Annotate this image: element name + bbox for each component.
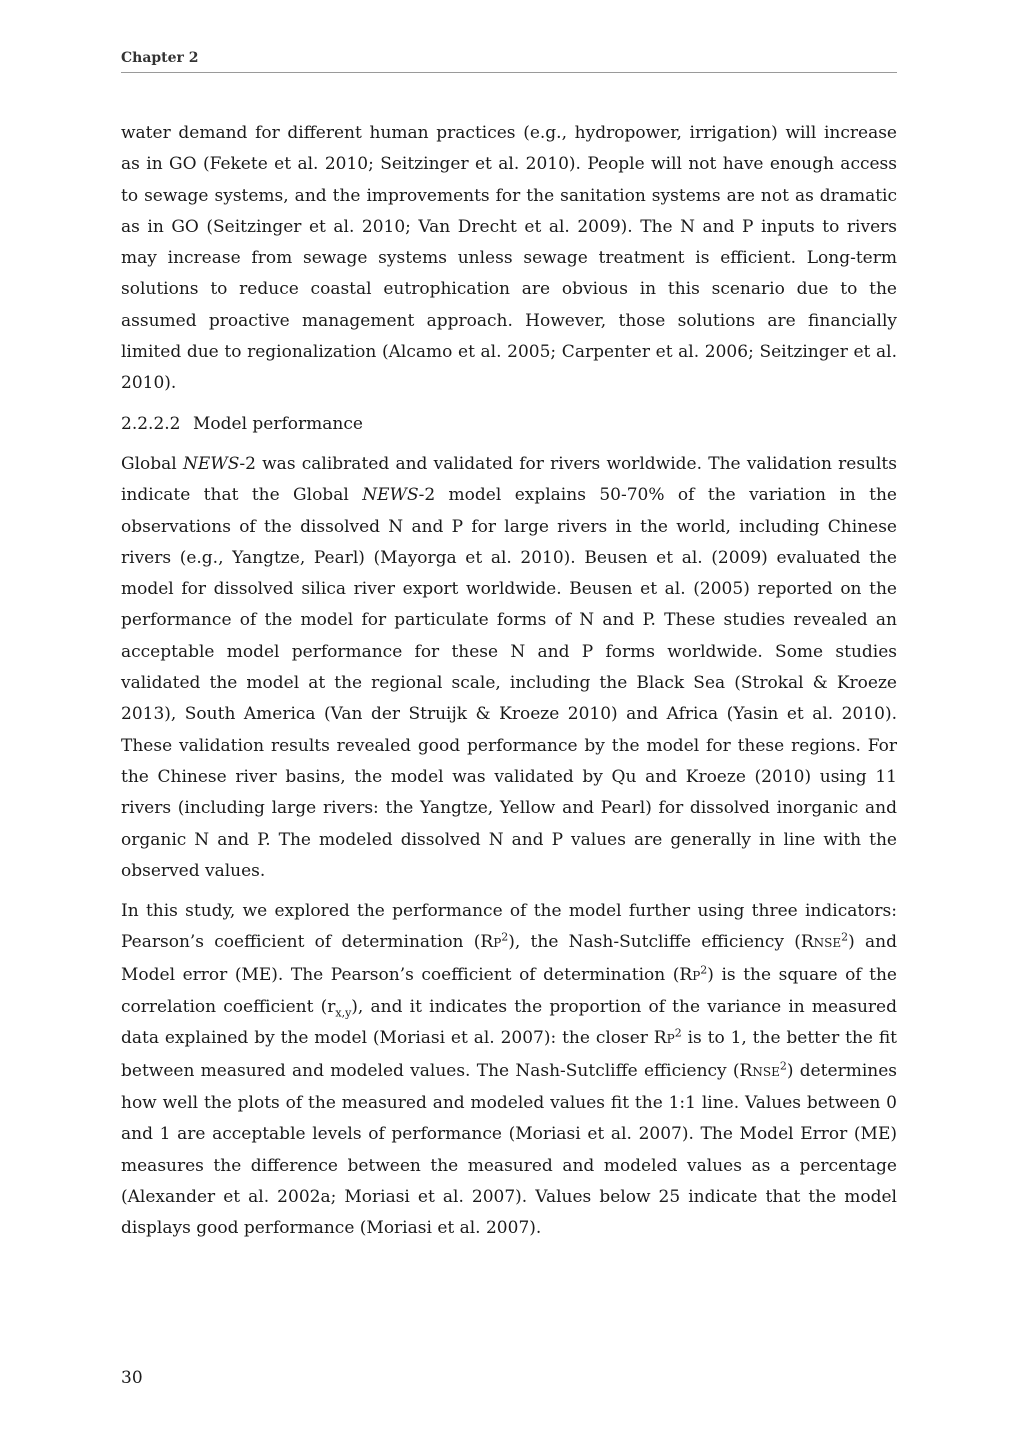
running-header [121, 47, 897, 73]
text-run: -2 was calibrated and validated for rivers worldwide. The validation results indicate that the Global [121, 453, 897, 506]
superscript-2: 2 [501, 930, 509, 944]
superscript-2: 2 [700, 963, 708, 977]
text-run: is to 1, the better the fit between measured and modeled values. The Nash-Sutcliffe efficiency (R [121, 1028, 897, 1081]
subscript-nse: NSE [813, 936, 842, 951]
text-run: ), and it indicates the proportion of the variance in measured data explained by the model (Moriasi et al. 2007): the closer R [121, 997, 897, 1049]
text-run: Global [121, 453, 183, 474]
section-heading [121, 409, 897, 440]
model-name-italic: NEWS [362, 485, 419, 506]
subscript-xy: x,y [335, 1006, 352, 1020]
subscript-p: P [493, 936, 502, 951]
model-name-italic: NEWS [182, 453, 240, 474]
text-run: ), the Nash-Sutcliffe efficiency (R [508, 932, 814, 953]
superscript-2: 2 [674, 1026, 682, 1040]
paragraph-indicators [121, 896, 897, 1244]
superscript-2: 2 [841, 930, 849, 944]
text-run: ) determines how well the plots of the measured and modeled values fit the 1:1 line. Values between 0 and 1 are acceptable levels of performance (Moriasi et al. 2007). The Model Error (ME) measures the difference between the measured and modeled values as a percentage (Alexander et al. 2002a; Moriasi et al. 2007). Values below 25 indicate that the model displays good performance (Moriasi et al. 2007). [121, 1060, 897, 1239]
superscript-2: 2 [779, 1058, 787, 1072]
subscript-p: P [666, 1032, 675, 1047]
text-run: ) is the square of the correlation coefficient (r [121, 964, 897, 1018]
subscript-nse: NSE [752, 1064, 780, 1079]
text-run: -2 model explains 50-70% of the variation in the observations of the dissolved N and P for large rivers in the world, including Chinese rivers (e.g., Yangtze, Pearl) (Mayorga et al. 2010). Beusen et al. (2009) evaluated the model for dissolved silica river export worldwide. Beusen et al. (2005) reported on the performance of the model for particulate forms of N and P. These studies revealed an acceptable model performance for these N and P forms worldwide. Some studies validated the model at the regional scale, including the Black Sea (Strokal & Kroeze 2013), South America (Van der Struijk & Kroeze 2010) and Africa (Yasin et al. 2010). These validation results revealed good performance by the model for these regions. For the Chinese river basins, the model was validated by Qu and Kroeze (2010) using 11 rivers (including large rivers: the Yangtze, Yellow and Pearl) for dissolved inorganic and organic N and P. The modeled dissolved N and P values are generally in line with the observed values. [121, 485, 897, 881]
body-text [121, 118, 897, 1253]
section-number: 2.2.2.2 [121, 413, 181, 434]
section-title: Model performance [193, 413, 363, 434]
chapter-title: Chapter 2 [121, 50, 199, 66]
subscript-p: P [692, 968, 701, 983]
text-run: In this study, we explored the performance of the model further using three indicators: Pearson’s coefficient of determination (R [121, 901, 897, 953]
paragraph-validation [121, 449, 897, 887]
text-run: ) and Model error (ME). The Pearson’s coefficient of determination (R [121, 932, 897, 985]
page-number: 30 [121, 1368, 143, 1388]
paragraph-scenario: water demand for different human practices (e.g., hydropower, irrigation) will increase as in GO (Fekete et al. 2010; Seitzinger et al. 2010). People will not have enough access to sewage systems, and the improvements for the sanitation systems are not as dramatic as in GO (Seitzinger et al. 2010; Van Drecht et al. 2009). The N and P inputs to rivers may increase from sewage systems unless sewage treatment is efficient. Long-term solutions to reduce coastal eutrophication are obvious in this scenario due to the assumed proactive management approach. However, those solutions are financially limited due to regionalization (Alcamo et al. 2005; Carpenter et al. 2006; Seitzinger et al. 2010). [121, 123, 897, 394]
